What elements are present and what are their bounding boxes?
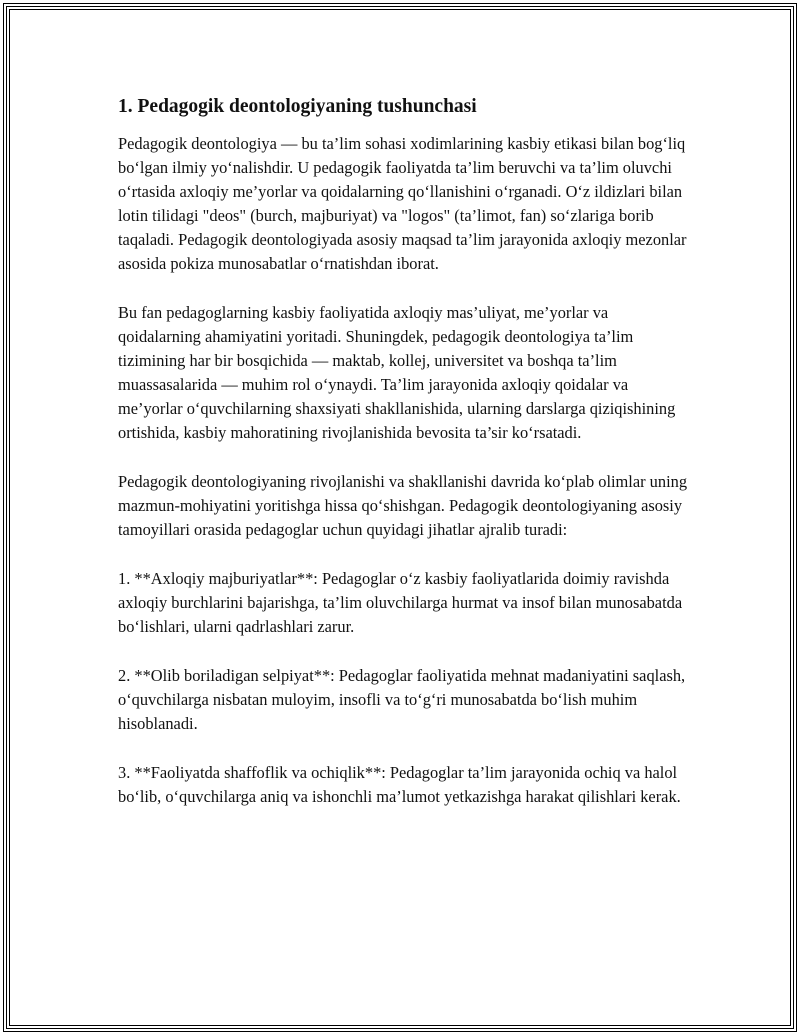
paragraph-definition: Pedagogik deontologiya — bu ta’lim sohasi xodimlarining kasbiy etikasi bilan bog‘liq bo‘lgan ilmiy yo‘nalishdir. U pedagogik faoliyatda ta’lim beruvchi va ta’lim oluvchi o‘rtasida axloqiy me’yorlar va qoidalarning qo‘llanishini o‘rganadi. O‘z ildizlari bilan lotin tilidagi "deos" (burch, majburiyat) va "logos" (ta’limot, fan) so‘zlariga borib taqaladi. Pedagogik deontologiyada asosiy maqsad ta’lim jarayonida axloqiy mezonlar asosida pokiza munosabatlar o‘rnatishdan iborat. (118, 134, 687, 273)
list-item-principle-3: 3. **Faoliyatda shaffoflik va ochiqlik**: Pedagoglar ta’lim jarayonida ochiq va halol bo‘lib, o‘quvchilarga aniq va ishonchli ma’lumot yetkazishga harakat qilishlari kerak. (118, 763, 681, 806)
list-item-principle-1: 1. **Axloqiy majburiyatlar**: Pedagoglar o‘z kasbiy faoliyatlarida doimiy ravishda axloqiy burchlarini bajarishga, ta’lim oluvchilarga hurmat va insof bilan munosabatda bo‘lishlari, ularni qadrlashlari zarur. (118, 569, 683, 636)
document-body (118, 94, 693, 834)
list-item-principle-2: 2. **Olib boriladigan selpiyat**: Pedagoglar faoliyatida mehnat madaniyatini saqlash, o‘quvchilarga nisbatan muloyim, insofli va to‘g‘ri munosabatda bo‘lish muhim hisoblanadi. (118, 666, 686, 733)
paragraph-principles-intro: Pedagogik deontologiyaning rivojlanishi va shakllanishi davrida ko‘plab olimlar uning mazmun-mohiyatini yoritishga hissa qo‘shishgan. Pedagogik deontologiyaning asosiy tamoyillari orasida pedagoglar uchun quyidagi jihatlar ajralib turadi: (118, 472, 688, 539)
paragraph-significance: Bu fan pedagoglarning kasbiy faoliyatida axloqiy mas’uliyat, me’yorlar va qoidalarning ahamiyatini yoritadi. Shuningdek, pedagogik deontologiya ta’lim tizimining har bir bosqichida — maktab, kollej, universitet va boshqa ta’lim muassasalarida — muhim rol o‘ynaydi. Ta’lim jarayonida axloqiy qoidalar va me’yorlar o‘quvchilarning shaxsiyati shakllanishida, ularning darslarga qiziqishining ortishida, kasbiy mahoratining rivojlanishida bevosita ta’sir ko‘rsatadi. (118, 303, 676, 442)
section-heading: 1. Pedagogik deontologiyaning tushunchasi (118, 96, 477, 117)
